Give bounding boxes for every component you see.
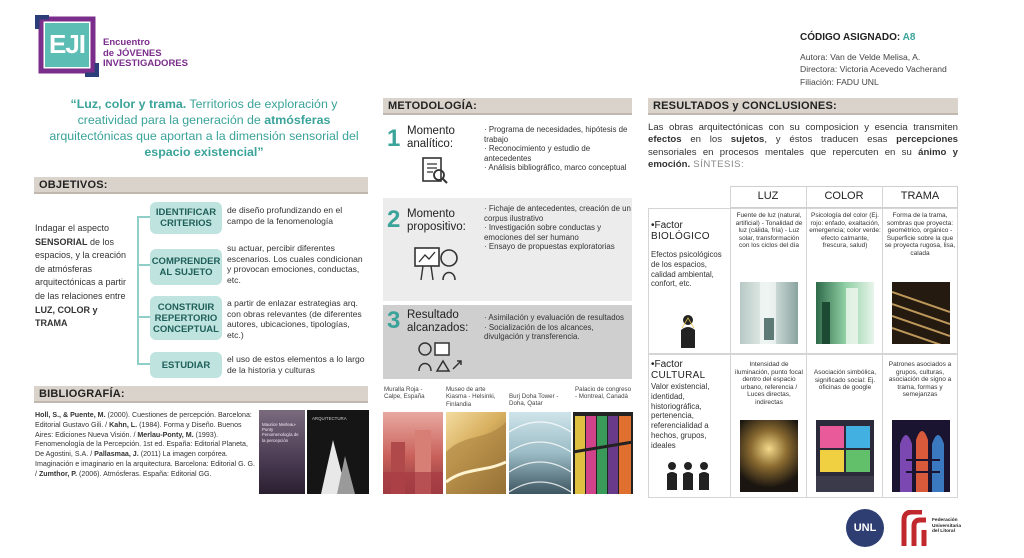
step-3-number: 3: [387, 307, 401, 334]
step-1-title: [407, 125, 455, 151]
photo-muralla-roja: [383, 412, 443, 494]
ref-3-rest: (1993). Fenomenología de la Percepción. 1st ed. España: Editorial Planeta, De Agostini, S.A. /: [35, 430, 248, 459]
logo-line1: Encuentro: [103, 37, 150, 48]
title-part1: Luz, color y trama.: [76, 97, 187, 111]
step-2-bullet-2: · Investigación sobre conductas y emociones del ser humano: [484, 223, 602, 242]
col-header-luz: LUZ: [757, 190, 779, 202]
logo-text: [103, 38, 188, 70]
intro-d: LUZ, COLOR y TRAMA: [35, 304, 98, 329]
intro-b: SENSORIAL: [35, 236, 88, 247]
methodology-header: METODOLOGÍA:: [383, 98, 632, 115]
step-1-bullets: [484, 125, 632, 173]
eji-logo: [35, 15, 99, 77]
step-1-bullet-3: · Análisis bibliográfico, marco conceptual: [484, 163, 627, 173]
affiliation: Filiación: FADU UNL: [800, 76, 879, 87]
ref-1-rest: (2000). Cuestiones de percepción. Barcelona: Editorial Gustavo Gili. /: [35, 411, 252, 429]
unl-logo-text: UNL: [853, 522, 877, 534]
results-t1: Las obras arquitectónicas con su composicion y esencia transmiten: [648, 122, 958, 133]
col-header-trama: TRAMA: [900, 190, 940, 202]
row-1-label-2: BIOLÓGICO: [651, 231, 710, 242]
results-intro: [648, 122, 958, 172]
row-2-label-1: •Factor: [651, 359, 683, 370]
col-header-color: COLOR: [824, 190, 864, 202]
objectives-header: OBJETIVOS:: [34, 177, 368, 194]
step-2-title-2: propositivo:: [407, 221, 466, 233]
row-1-desc: Efectos psicológicos de los espacios, calidad ambiental, confort, etc.: [651, 250, 722, 289]
img-cult-luz: [740, 420, 798, 492]
objective-text-3: a partir de enlazar estrategias arq. con obras relevantes (de diferentes autores, ubicaciones, tipologías, etc.): [227, 298, 362, 340]
row-2-desc: Valor existencial, identidad, historiográfica, pertenencia, referencialidad a hechos, grupos, ideales: [651, 382, 710, 450]
unl-logo: [846, 509, 884, 547]
bibliography-header: BIBLIOGRAFÍA:: [34, 386, 368, 403]
photo-caption-3: Burj Doha Tower - Doha, Qatar: [509, 393, 559, 408]
objective-text-1: de diseño profundizando en el campo de la fenomenología: [227, 205, 343, 226]
row-1-label-1: •Factor: [651, 220, 683, 231]
step-2-title-1: Momento: [407, 208, 455, 220]
logo-line3: INVESTIGADORES: [103, 58, 188, 69]
method-step-1: [383, 121, 632, 193]
objectives-intro: [35, 222, 127, 331]
person-icon-1: [678, 314, 698, 348]
img-bio-luz: [740, 282, 798, 344]
title-part2: Territorios de exploración y creatividad para la generación de: [77, 97, 338, 127]
objectives-bracket: [132, 202, 150, 368]
results-t6: percepciones: [896, 134, 958, 146]
row-1-label: [651, 220, 729, 289]
director: Directora: Victoria Acevedo Vacherand: [800, 64, 947, 75]
ref-4-author: Pallasmaa, J.: [94, 450, 139, 459]
cell-bio-trama: Forma de la trama, sombras que proyecta: geométrico, orgánico - Superficie sobre la que se proyecta rugosa, lisa, calada: [884, 212, 956, 257]
proposal-icon: [413, 244, 461, 284]
step-3-title-2: alcanzados:: [407, 322, 469, 334]
code-label: CÓDIGO ASIGNADO:: [800, 32, 901, 43]
step-2-bullet-1: · Fichaje de antecedentes, creación de un corpus ilustrativo: [484, 204, 631, 223]
photo-palacio-congreso: [573, 412, 633, 494]
intro-a: Indagar el aspecto: [35, 223, 110, 233]
table-col-div-2: [806, 186, 807, 498]
method-step-2: [383, 198, 632, 301]
step-1-bullet-2: · Reconocimiento y estudio de antecedentes: [484, 144, 591, 163]
title-close-quote: ”: [257, 145, 264, 159]
step-3-title: [407, 309, 468, 335]
step-2-bullets: [484, 204, 632, 252]
author: Autora: Van de Velde Melisa, A.: [800, 52, 921, 62]
title-part5: espacio existencial: [144, 145, 258, 159]
img-bio-trama: [892, 282, 950, 344]
ref-3-author: Merlau-Ponty, M.: [137, 430, 194, 439]
intro-c: de los espacios, y la creación de atmósferas arquitectónicas a partir de las relaciones entre: [35, 236, 127, 301]
photo-caption-2: Museo de arte Kiasma - Helsinki, Finlandia: [446, 386, 496, 408]
results-t5: , y éstos traducen esas: [764, 134, 897, 146]
title-part4: arquitectónicas que aportan a la dimensión sensorial del: [49, 129, 359, 143]
step-3-bullet-1: · Asimilación y evaluación de resultados: [484, 313, 624, 322]
cell-bio-luz: Fuente de luz (natural, artificial) - Tonalidad de luz (cálida, fría) - Luz solar, transformación con los ciclos del día: [735, 212, 803, 250]
photo-caption-4: Palacio de congreso - Montreal, Canadá: [575, 386, 632, 401]
photo-burj-doha: [509, 412, 571, 494]
photo-kiasma: [446, 412, 506, 494]
objective-btn-2: COMPRENDER AL SUJETO: [150, 249, 222, 285]
cell-cult-trama: Patrones asociados a grupos, culturas, asociación de signo a trama, formas y semejanzas: [888, 361, 952, 399]
cell-cult-color: Asociación simbólica, significado social: Ej. oficinas de google: [813, 369, 877, 392]
objective-text-4: el uso de estos elementos a lo largo de la historia y culturas: [227, 354, 365, 375]
objective-btn-4: ESTUDIAR: [150, 352, 222, 378]
book-cover-1: [259, 410, 305, 494]
img-cult-trama: [892, 420, 950, 492]
step-2-number: 2: [387, 206, 401, 233]
step-3-bullet-2: · Socialización de los alcances, divulgación y transferencia.: [484, 322, 594, 342]
results-t9: SÍNTESIS:: [690, 159, 745, 171]
step-3-bullets: [484, 313, 632, 342]
img-bio-color: [816, 282, 874, 344]
table-col-div-1: [730, 186, 731, 498]
results-t7: sensoriales en procesos mentales que repercuten en su: [648, 146, 919, 158]
fadu-line1: Federación: [932, 518, 958, 523]
book-cover-2-title: ARQUITECTURA: [312, 416, 347, 421]
title-open-quote: “: [70, 97, 77, 111]
logo-mark: EJI: [49, 29, 86, 59]
row-2-label: [651, 359, 729, 451]
row-2-label-2: CULTURAL: [651, 370, 706, 381]
objective-text-2: su actuar, percibir diferentes escenarios. Los cuales condicionan y provocan emociones, conductas, etc.: [227, 243, 363, 285]
code-value: A8: [902, 32, 916, 43]
ref-4-rest: (2011) La imagen corpórea. Imaginación e imaginario en la arquitectura. Barcelona: Editorial G. G. /: [35, 450, 256, 478]
objective-btn-1: IDENTIFICAR CRITERIOS: [150, 202, 222, 234]
book-cover-1-title: Maurice Merleau-Ponty Fenomenología de la percepción: [262, 422, 299, 443]
results-header: RESULTADOS y CONCLUSIONES:: [648, 98, 958, 115]
cell-cult-luz: Intensidad de iluminación, punto focal dentro del espacio urbano, referencia / Luces directas, indirectas: [735, 361, 803, 406]
ref-2-rest: (1984). Forma y Diseño. Buenos Aires: Ediciones Nueva Visión. /: [35, 420, 242, 439]
step-2-title: [407, 208, 466, 234]
meta-authors: [800, 51, 947, 88]
step-1-number: 1: [387, 125, 401, 152]
code-assigned: [800, 32, 915, 43]
group-icon: [664, 460, 712, 492]
fadu-line2: Universitaria: [932, 523, 962, 529]
ref-2-author: Kahn, L.: [109, 420, 138, 429]
step-1-title-1: Momento: [407, 125, 455, 137]
title-part3: atmósferas: [264, 113, 331, 127]
logo-line2: de JÓVENES: [103, 47, 162, 59]
ref-5-author: Zumthor, P.: [38, 469, 78, 478]
table-col-div-3: [882, 186, 883, 498]
results-t3: en los: [681, 134, 731, 146]
photo-caption-1: Muralla Roja - Calpe, España: [384, 386, 425, 401]
fadu-logo: [900, 510, 970, 546]
cell-bio-color: Psicología del color (Ej. rojo: enfado, exaltación, emergencia; color verde: efecto calmante, frescura, salud): [809, 212, 881, 250]
step-1-title-2: analítico:: [407, 138, 454, 150]
ref-1-author: Holl, S., & Puente, M.: [35, 411, 106, 419]
results-t4: sujetos: [730, 134, 765, 146]
fadu-logo-text: [932, 518, 961, 535]
poster-title: [40, 96, 368, 160]
fadu-line3: del Litoral: [932, 529, 955, 535]
step-1-bullet-1: · Programa de necesidades, hipótesis de trabajo: [484, 125, 628, 144]
analysis-icon: [419, 155, 449, 185]
method-step-3: [383, 305, 632, 379]
img-cult-color: [816, 420, 874, 492]
results-icon: [415, 339, 465, 375]
book-cover-2: [307, 410, 369, 494]
step-3-title-1: Resultado: [407, 309, 459, 321]
objective-btn-3: CONSTRUIR REPERTORIO CONCEPTUAL: [150, 296, 222, 340]
step-2-bullet-3: · Ensayo de propuestas exploratorias: [484, 242, 615, 252]
results-t2: efectos: [648, 134, 682, 146]
ref-5-rest: (2006). Atmósferas. España: Editorial GG.: [77, 469, 212, 478]
bibliography-refs: [35, 411, 257, 480]
results-t8: ánimo y emoción.: [648, 146, 958, 171]
